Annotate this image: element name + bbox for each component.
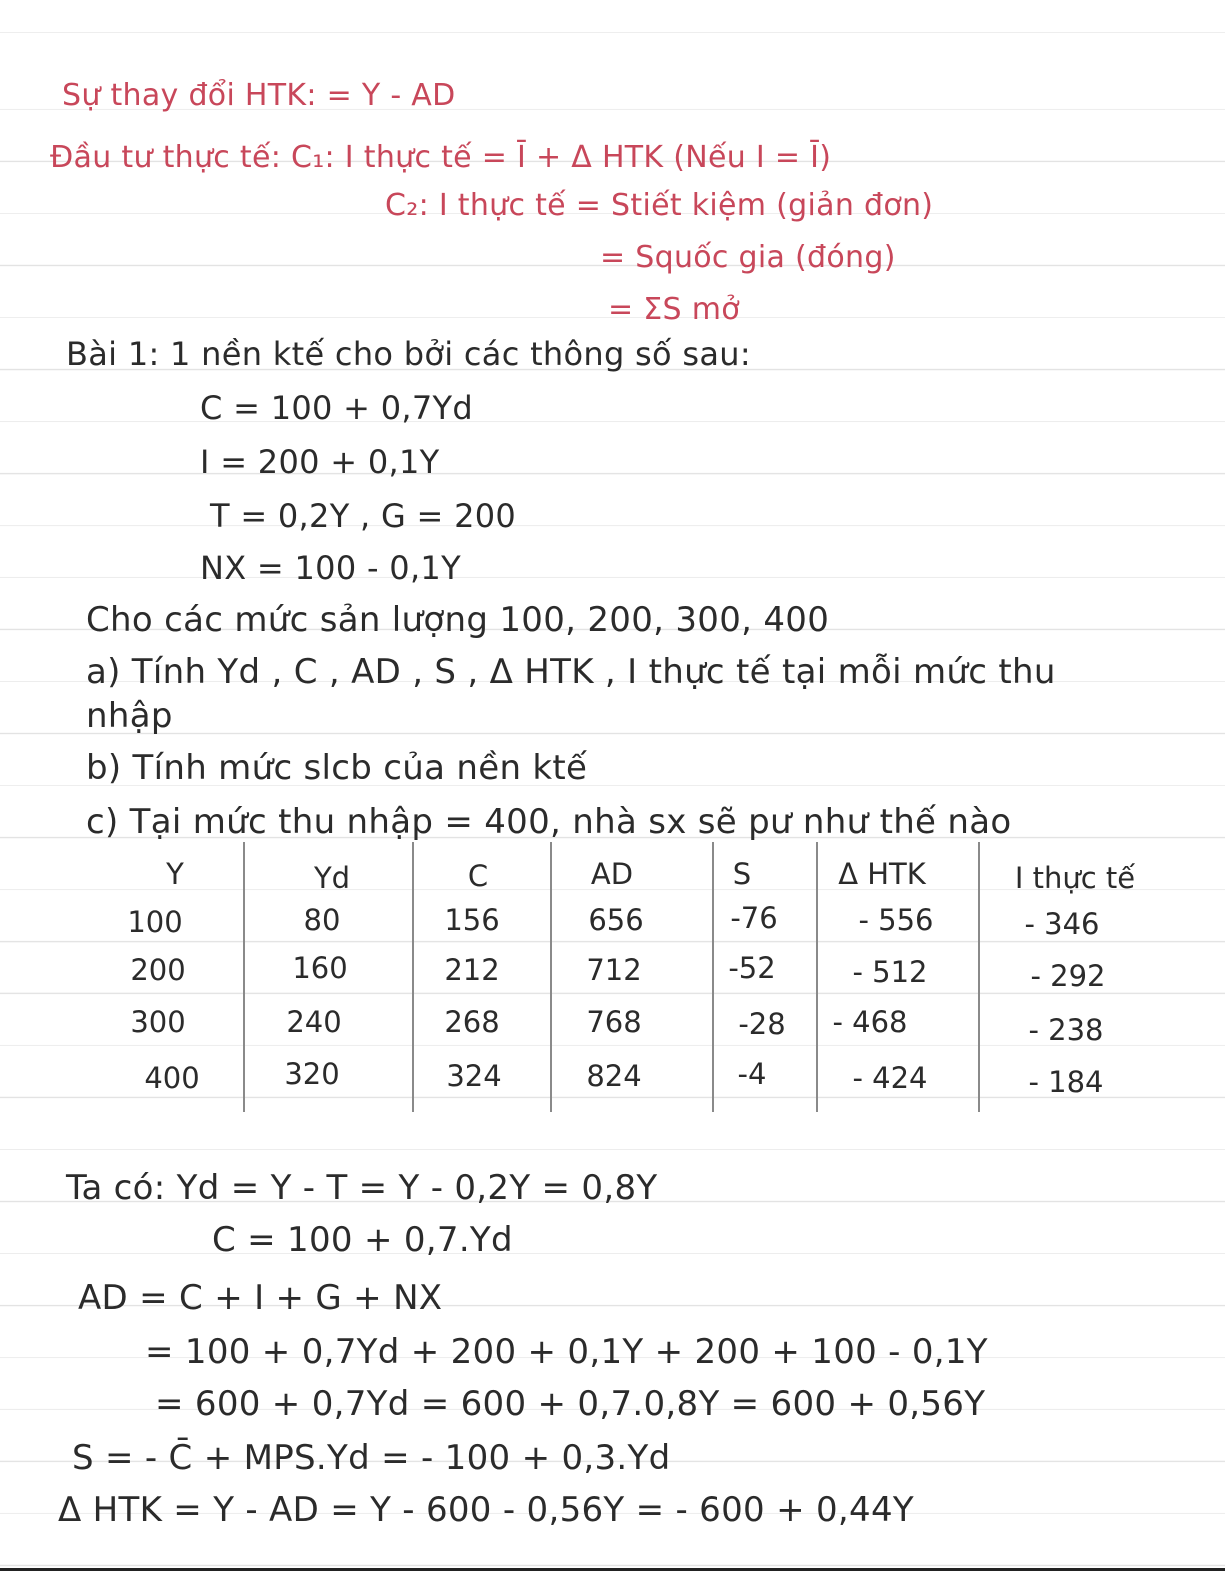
table-cell: - 346	[1024, 907, 1100, 941]
table-cell: 100	[127, 905, 183, 939]
table-cell: 212	[444, 953, 500, 987]
table-header-c: C	[467, 859, 489, 893]
table-cell: 400	[144, 1061, 200, 1095]
table-cell: - 238	[1028, 1013, 1104, 1047]
column-divider	[712, 842, 714, 1112]
table-cell: 156	[444, 903, 500, 937]
table-header-ad: AD	[590, 857, 634, 891]
solution-ad-expansion: = 100 + 0,7Yd + 200 + 0,1Y + 200 + 100 - 0,1Y	[145, 1332, 988, 1372]
note-open-saving: = ΣS mở	[608, 292, 740, 327]
table-cell: 656	[588, 903, 644, 937]
table-cell: -52	[728, 951, 776, 985]
note-htk-change: Sự thay đổi HTK: = Y - AD	[62, 78, 456, 113]
table-cell: 240	[286, 1005, 342, 1039]
table-cell: 80	[303, 903, 341, 937]
table-header-s: S	[732, 857, 752, 891]
table-cell: - 556	[858, 903, 934, 937]
solution-saving: S = - C̄ + MPS.Yd = - 100 + 0,3.Yd	[72, 1438, 671, 1478]
column-divider	[816, 842, 818, 1112]
results-table	[100, 842, 1180, 1112]
column-divider	[550, 842, 552, 1112]
table-cell: - 184	[1028, 1065, 1104, 1099]
table-cell: 200	[130, 953, 186, 987]
table-cell: 320	[284, 1057, 340, 1091]
equation-net-exports: NX = 100 - 0,1Y	[200, 549, 461, 587]
equation-tax-government: T = 0,2Y , G = 200	[210, 497, 517, 535]
table-cell: - 468	[832, 1005, 908, 1039]
equation-investment: I = 200 + 0,1Y	[200, 443, 440, 481]
output-levels: Cho các mức sản lượng 100, 200, 300, 400	[86, 600, 830, 640]
question-a-line2: nhập	[86, 696, 173, 736]
column-divider	[978, 842, 980, 1112]
solution-aggregate-demand: AD = C + I + G + NX	[78, 1278, 443, 1318]
note-case-2: C₂: I thực tế = Stiết kiệm (giản đơn)	[385, 188, 934, 223]
table-cell: 712	[586, 953, 642, 987]
question-a-line1: a) Tính Yd , C , AD , S , Δ HTK , I thực tế tại mỗi mức thu	[86, 652, 1056, 692]
column-divider	[243, 842, 245, 1112]
column-divider	[412, 842, 414, 1112]
note-national-saving: = Squốc gia (đóng)	[600, 240, 896, 275]
solution-consumption: C = 100 + 0,7.Yd	[212, 1220, 513, 1260]
solution-ad-simplified: = 600 + 0,7Yd = 600 + 0,7.0,8Y = 600 + 0,56Y	[155, 1384, 986, 1424]
table-cell: 824	[586, 1059, 642, 1093]
page-bottom-edge	[0, 1568, 1225, 1571]
table-header-delta-htk: Δ HTK	[838, 857, 926, 891]
table-cell: - 292	[1030, 959, 1106, 993]
table-cell: 324	[446, 1059, 502, 1093]
table-cell: 268	[444, 1005, 500, 1039]
table-header-yd: Yd	[313, 861, 351, 895]
solution-disposable-income: Ta có: Yd = Y - T = Y - 0,2Y = 0,8Y	[66, 1168, 658, 1208]
equation-consumption: C = 100 + 0,7Yd	[200, 389, 473, 427]
table-cell: -4	[737, 1057, 767, 1091]
question-c: c) Tại mức thu nhập = 400, nhà sx sẽ pư như thế nào	[86, 802, 1012, 842]
table-cell: 160	[292, 951, 348, 985]
problem-title: Bài 1: 1 nền ktế cho bởi các thông số sau:	[66, 335, 751, 373]
table-cell: 300	[130, 1005, 186, 1039]
solution-delta-htk: Δ HTK = Y - AD = Y - 600 - 0,56Y = - 600 + 0,44Y	[58, 1490, 914, 1530]
table-cell: - 512	[852, 955, 928, 989]
table-header-actual-investment: I thực tế	[1014, 861, 1136, 895]
table-cell: 768	[586, 1005, 642, 1039]
table-cell: -76	[730, 901, 778, 935]
table-header-y: Y	[166, 857, 184, 891]
question-b: b) Tính mức slcb của nền ktế	[86, 748, 588, 788]
table-cell: -28	[738, 1007, 786, 1041]
note-actual-investment: Đầu tư thực tế: C₁: I thực tế = Ī + Δ HTK (Nếu I = Ī)	[50, 140, 832, 175]
table-cell: - 424	[852, 1061, 928, 1095]
